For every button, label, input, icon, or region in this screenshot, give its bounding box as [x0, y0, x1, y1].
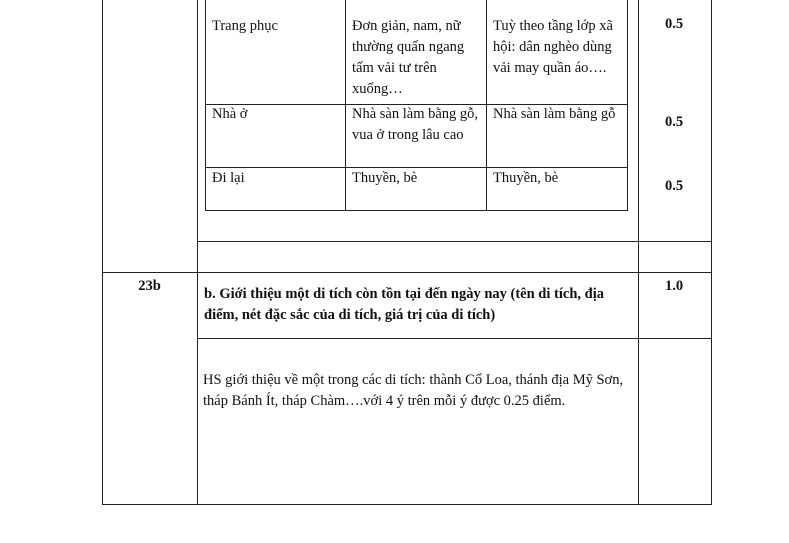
answer-text: HS giới thiệu về một trong các di tích: thành Cổ Loa, thánh địa Mỹ Sơn, tháp Bánh Ít, tháp Chàm….với 4 ý trên mỗi ý được 0.25 điểm. [203, 372, 624, 409]
row-transport-col2: Thuyền, bè [493, 170, 559, 186]
row-transport-col1: Thuyền, bè [352, 170, 418, 186]
row-aspect-clothing: Trang phục [212, 18, 278, 34]
row-clothing-score: 0.5 [664, 16, 684, 32]
row-clothing-col1: Đơn giản, nam, nữ thường quấn ngang tấm vải tư trên xuống… [352, 18, 465, 97]
row-aspect-housing: Nhà ở [212, 106, 248, 122]
row-housing-col1: Nhà sàn làm bằng gỗ, vua ở trong lâu cao [352, 106, 479, 143]
question-text: b. Giới thiệu một di tích còn tồn tại đến ngày nay (tên di tích, địa điểm, nét đặc sắc của di tích, giá trị của di tích) [204, 286, 604, 323]
question-number: 23b [138, 278, 161, 294]
row-clothing-col2: Tuỳ theo tầng lớp xã hội: dân nghèo dùng vải may quần áo…. [493, 18, 613, 76]
row-housing-score: 0.5 [664, 114, 684, 130]
row-housing-col2: Nhà sàn làm bằng gỗ [493, 106, 616, 122]
row-aspect-transport: Đi lại [212, 170, 245, 186]
question-score: 1.0 [664, 278, 684, 294]
row-transport-score: 0.5 [664, 178, 684, 194]
